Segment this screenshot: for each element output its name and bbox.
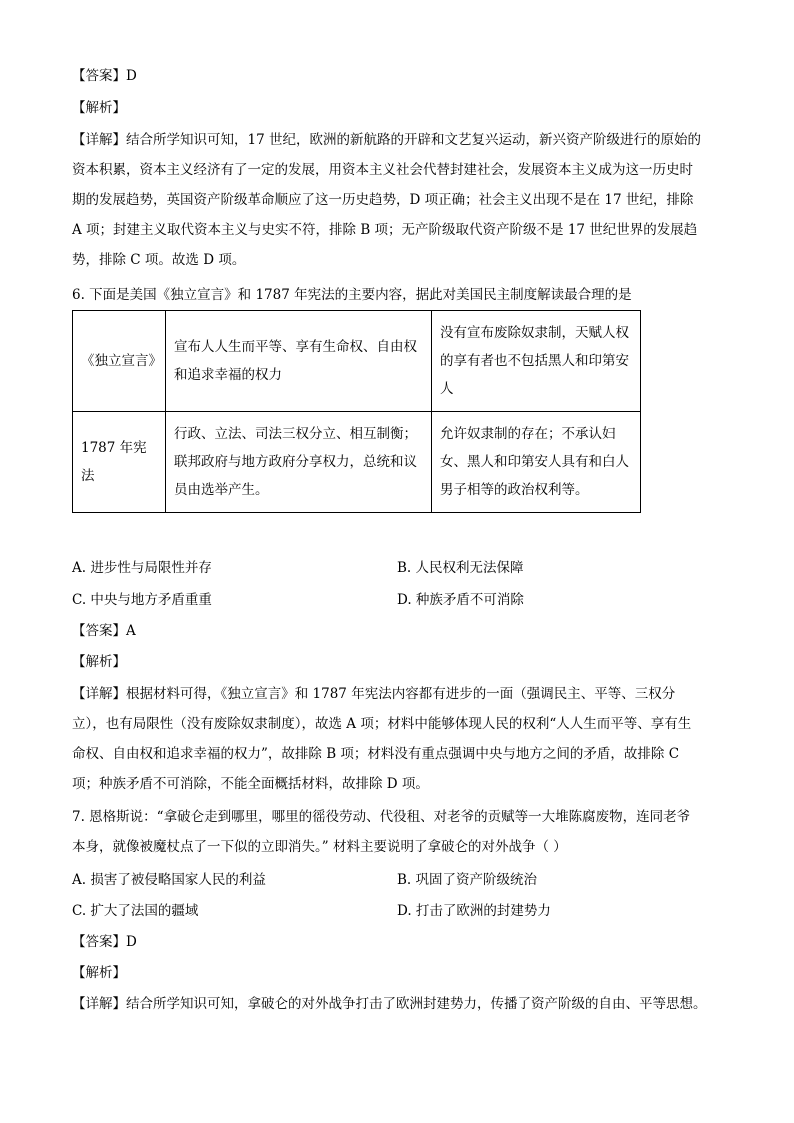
q7-option-c: C. 扩大了法国的疆域 [72,903,199,919]
q7-stem-line: 本身，就像被魔杖点了一下似的立即消失。” 材料主要说明了拿破仑的对外战争（ ） [72,839,567,855]
analysis-tag: 【解析】 [72,100,126,116]
q7-option-a: A. 损害了被侵略国家人民的利益 [72,872,266,888]
q6-detail-paragraph [72,679,737,799]
q7-detail-line: 【详解】结合所学知识可知，拿破仑的对外战争打击了欧洲封建势力，传播了资产阶级的自由、平等思想。 [72,996,707,1012]
q6-stem: 6. 下面是美国《独立宣言》和 1787 年宪法的主要内容，据此对美国民主制度解读最合理的是 [72,287,632,303]
table-cell-doc: 1787 年宪法 [73,412,166,513]
q6-detail-line: 立），也有局限性（没有废除奴隶制度），故选 A 项；材料中能够体现人民的权利“人人生而平等、享有生 [72,716,692,732]
q6-detail-line: 【详解】根据材料可得，《独立宣言》和 1787 年宪法内容都有进步的一面（强调民主、平等、三权分 [72,686,676,702]
q5-detail-paragraph [72,125,737,275]
q7-analysis-heading [72,963,126,983]
q7-stem-line: 7. 恩格斯说：“拿破仑走到哪里，哪里的徭役劳动、代役租、对老爷的贡赋等一大堆陈腐废物，连同老爷 [72,809,691,825]
q5-detail-line: 资本积累，资本主义经济有了一定的发展，用资本主义社会代替封建社会，发展资本主义成为这一历史时 [72,162,693,178]
q5-detail-line: 势，排除 C 项。故选 D 项。 [72,252,246,268]
detail-tag: 【详解】 [72,686,126,702]
q6-material-table [72,310,641,513]
answer-value: D [126,934,137,950]
q6-detail-line: 项；种族矛盾不可消除，不能全面概括材料，故排除 D 项。 [72,776,429,792]
q7-stem [72,802,737,862]
detail-tag: 【详解】 [72,132,126,148]
q6-detail-line: 命权、自由权和追求幸福的权力”，故排除 B 项；材料没有重点强调中央与地方之间的矛盾，故排除 C [72,746,680,762]
q6-option-b: B. 人民权利无法保障 [397,560,524,576]
answer-value: A [126,623,136,639]
table-row [73,311,641,412]
q6-answer-line [72,621,136,641]
table-cell-content: 行政、立法、司法三权分立、相互制衡；联邦政府与地方政府分享权力，总统和议员由选举产生。 [166,412,432,513]
detail-tag: 【详解】 [72,996,126,1012]
q6-option-a: A. 进步性与局限性并存 [72,560,212,576]
answer-tag: 【答案】 [72,934,126,950]
table-row [73,412,641,513]
table-cell-limits: 没有宣布废除奴隶制，天赋人权的享有者也不包括黑人和印第安人 [432,311,641,412]
answer-tag: 【答案】 [72,623,126,639]
table-cell-limits: 允许奴隶制的存在；不承认妇女、黑人和印第安人具有和白人男子相等的政治权利等。 [432,412,641,513]
q5-detail-line: 期的发展趋势，英国资产阶级革命顺应了这一历史趋势，D 项正确；社会主义出现不是在 17 世纪，排除 [72,192,694,208]
analysis-tag: 【解析】 [72,965,126,981]
q7-option-d: D. 打击了欧洲的封建势力 [397,903,551,919]
q5-analysis-heading [72,98,126,118]
q5-answer-line [72,66,137,86]
q5-detail-line: A 项；封建主义取代资本主义与史实不符，排除 B 项；无产阶级取代资产阶级不是 17 世纪世界的发展趋 [72,222,698,238]
q6-option-c: C. 中央与地方矛盾重重 [72,592,212,608]
analysis-tag: 【解析】 [72,654,126,670]
q7-option-b: B. 巩固了资产阶级统治 [397,872,538,888]
q7-answer-line [72,932,137,952]
q6-option-d: D. 种族矛盾不可消除 [397,592,524,608]
answer-value: D [126,68,137,84]
answer-tag: 【答案】 [72,68,126,84]
q5-detail-line: 【详解】结合所学知识可知，17 世纪，欧洲的新航路的开辟和文艺复兴运动，新兴资产阶级进行的原始的 [72,132,701,148]
table-cell-content: 宣布人人生而平等、享有生命权、自由权和追求幸福的权力 [166,311,432,412]
table-cell-doc: 《独立宣言》 [73,311,166,412]
q6-analysis-heading [72,652,126,672]
